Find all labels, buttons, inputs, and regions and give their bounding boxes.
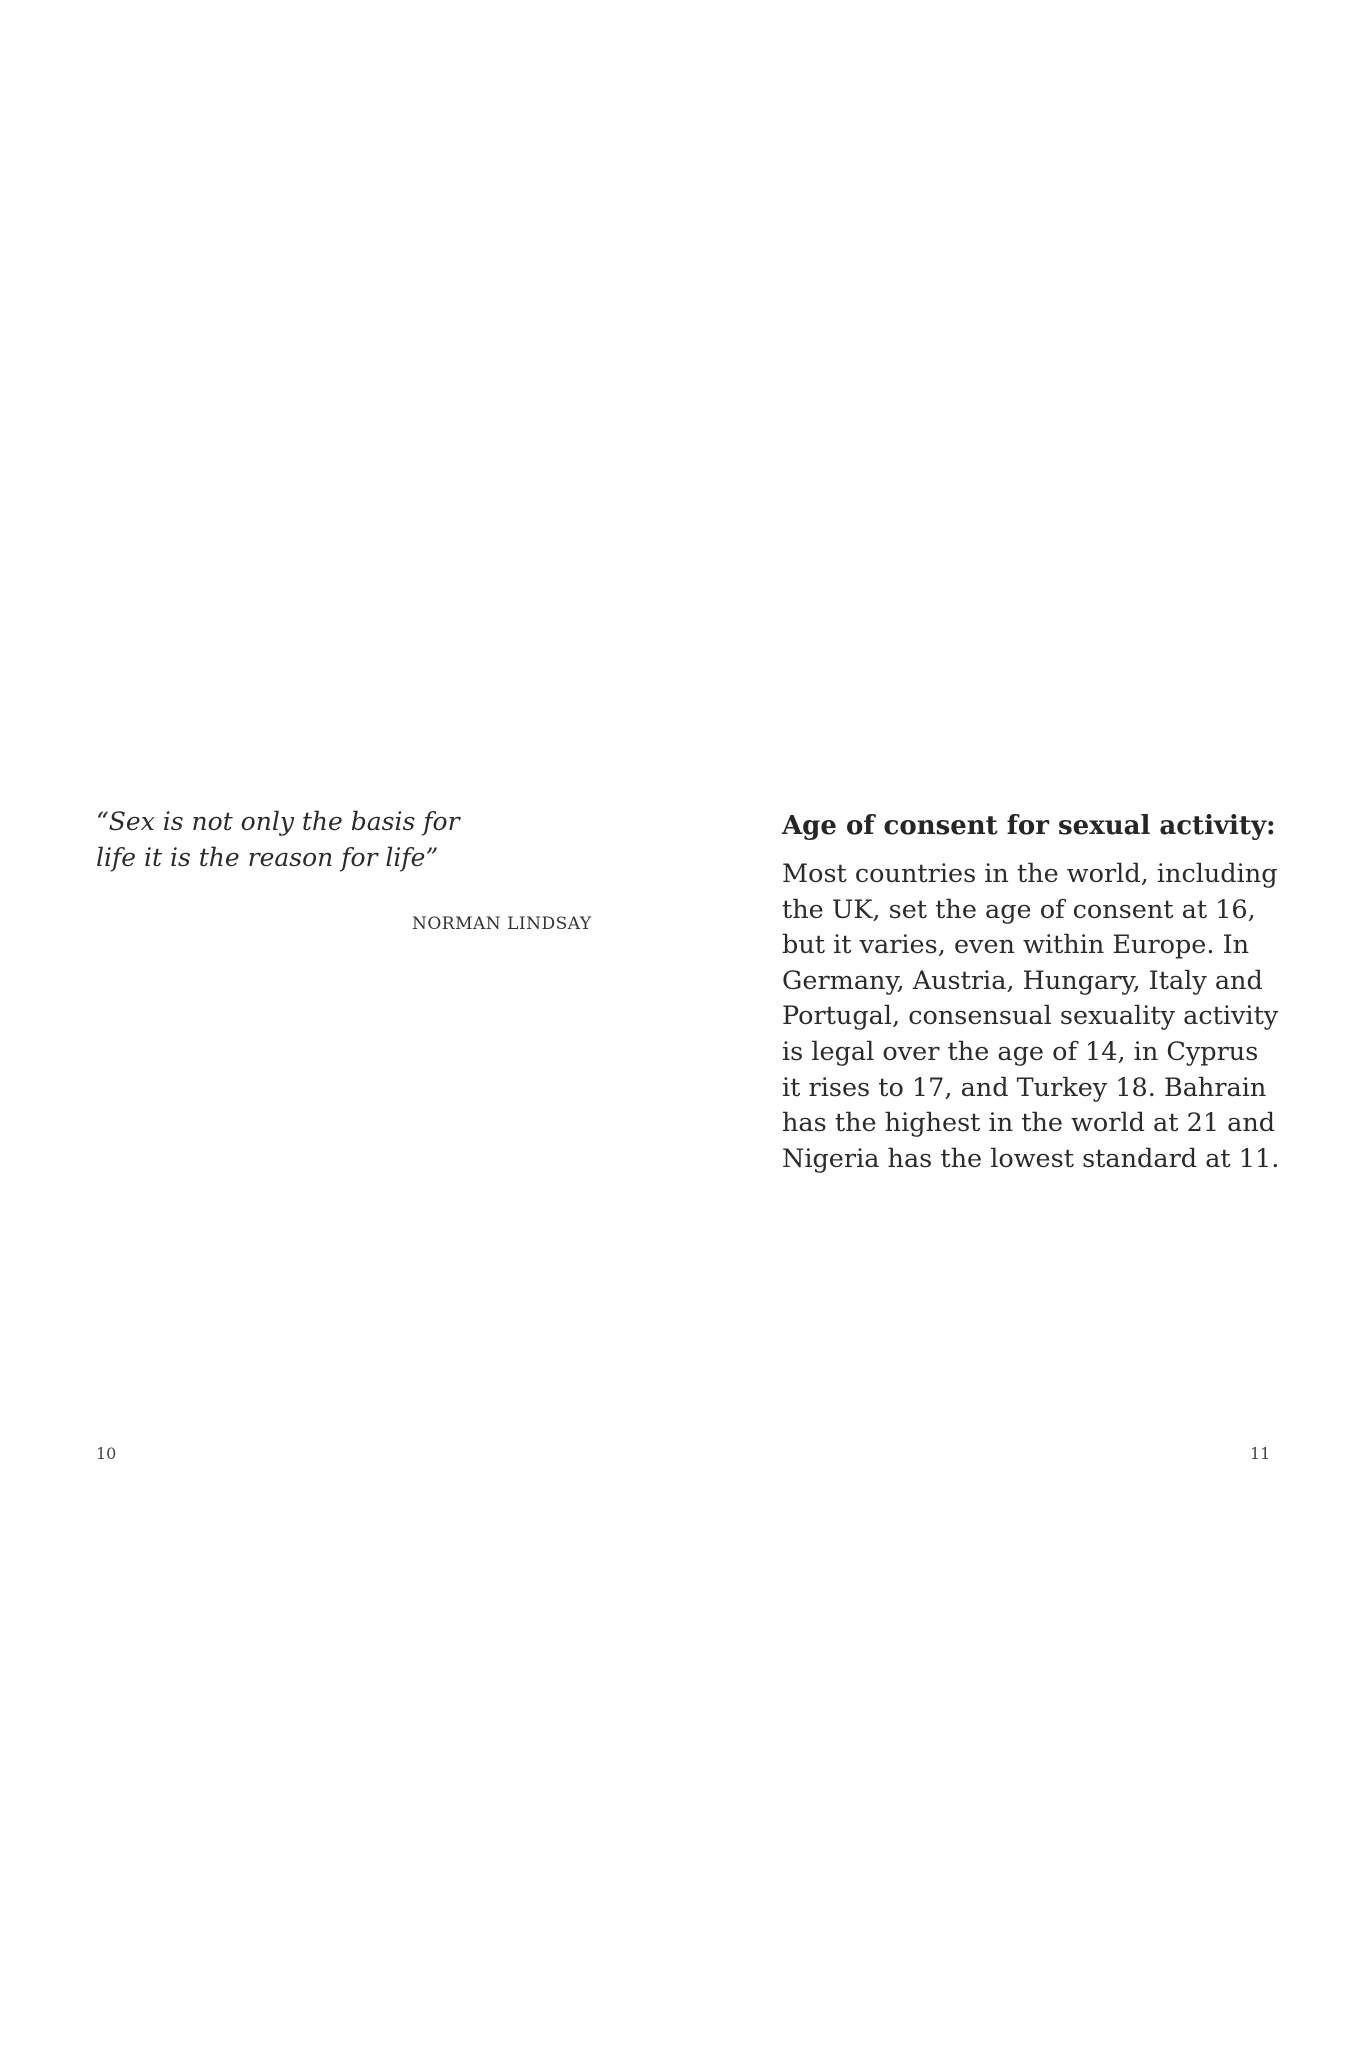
body-line: is legal over the age of 14, in Cyprus — [782, 1036, 1259, 1067]
body-line: Most countries in the world, including — [782, 859, 1278, 889]
quote-line: “Sex is not only the basis for — [96, 807, 460, 836]
page-number-right: 11 — [1250, 1444, 1271, 1463]
body-line: Germany, Austria, Hungary, Italy and — [782, 965, 1263, 996]
body-line: Portugal, consensual sexuality activity — [782, 1001, 1279, 1032]
left-page — [0, 0, 682, 2048]
body-paragraph — [782, 857, 1282, 1177]
body-line: the UK, set the age of consent at 16, — [782, 894, 1256, 925]
body-line: has the highest in the world at 21 and — [782, 1108, 1276, 1139]
body-line: Nigeria has the lowest standard at 11. — [782, 1143, 1280, 1174]
quote-attribution: NORMAN LINDSAY — [412, 914, 592, 934]
page-number-left: 10 — [96, 1444, 117, 1463]
body-line: but it varies, even within Europe. In — [782, 930, 1250, 961]
pull-quote — [96, 804, 516, 876]
section-heading: Age of consent for sexual activity: — [782, 811, 1276, 841]
quote-line: life it is the reason for life” — [96, 843, 439, 872]
right-page — [682, 0, 1365, 2048]
body-line: it rises to 17, and Turkey 18. Bahrain — [782, 1072, 1267, 1103]
